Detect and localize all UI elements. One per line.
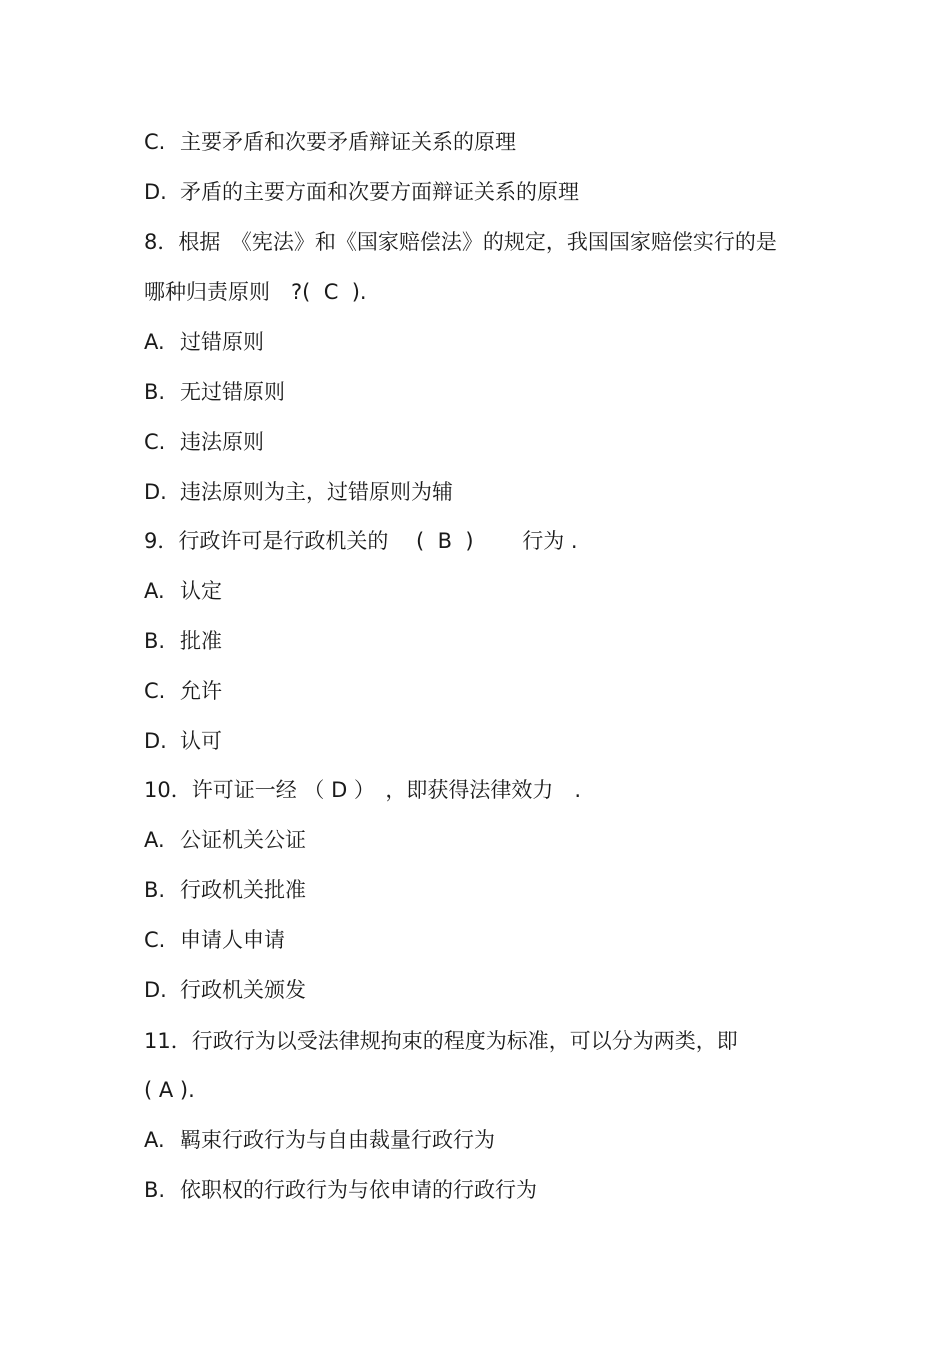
option-line: B. 批准 <box>144 629 222 653</box>
question-line: 9．行政许可是行政机关的 ( B ) 行为 . <box>144 529 578 553</box>
option-line: A. 公证机关公证 <box>144 828 306 852</box>
option-line: A. 羁束行政行为与自由裁量行政行为 <box>144 1128 495 1152</box>
question-line: 8．根据 《宪法》和《国家赔偿法》的规定，我国国家赔偿实行的是 <box>144 230 777 254</box>
option-line: B. 无过错原则 <box>144 380 285 404</box>
option-line: B. 依职权的行政行为与依申请的行政行为 <box>144 1178 537 1202</box>
option-line: A. 认定 <box>144 579 222 603</box>
option-line: D. 矛盾的主要方面和次要方面辩证关系的原理 <box>144 180 579 204</box>
question-line: ( A ). <box>144 1078 195 1102</box>
question-line: 哪种归责原则 ?( C ). <box>144 280 367 304</box>
option-line: B. 行政机关批准 <box>144 878 306 902</box>
question-line: 10．许可证一经 （ D ） ，即获得法律效力 . <box>144 778 582 802</box>
option-line: A. 过错原则 <box>144 330 264 354</box>
option-line: D. 认可 <box>144 729 222 753</box>
option-line: C. 允许 <box>144 679 222 703</box>
question-line: 11．行政行为以受法律规拘束的程度为标准，可以分为两类，即 <box>144 1029 738 1053</box>
option-line: D. 违法原则为主，过错原则为辅 <box>144 480 453 504</box>
option-line: C. 主要矛盾和次要矛盾辩证关系的原理 <box>144 130 516 154</box>
option-line: C. 违法原则 <box>144 430 264 454</box>
option-line: D. 行政机关颁发 <box>144 978 306 1002</box>
option-line: C. 申请人申请 <box>144 928 285 952</box>
